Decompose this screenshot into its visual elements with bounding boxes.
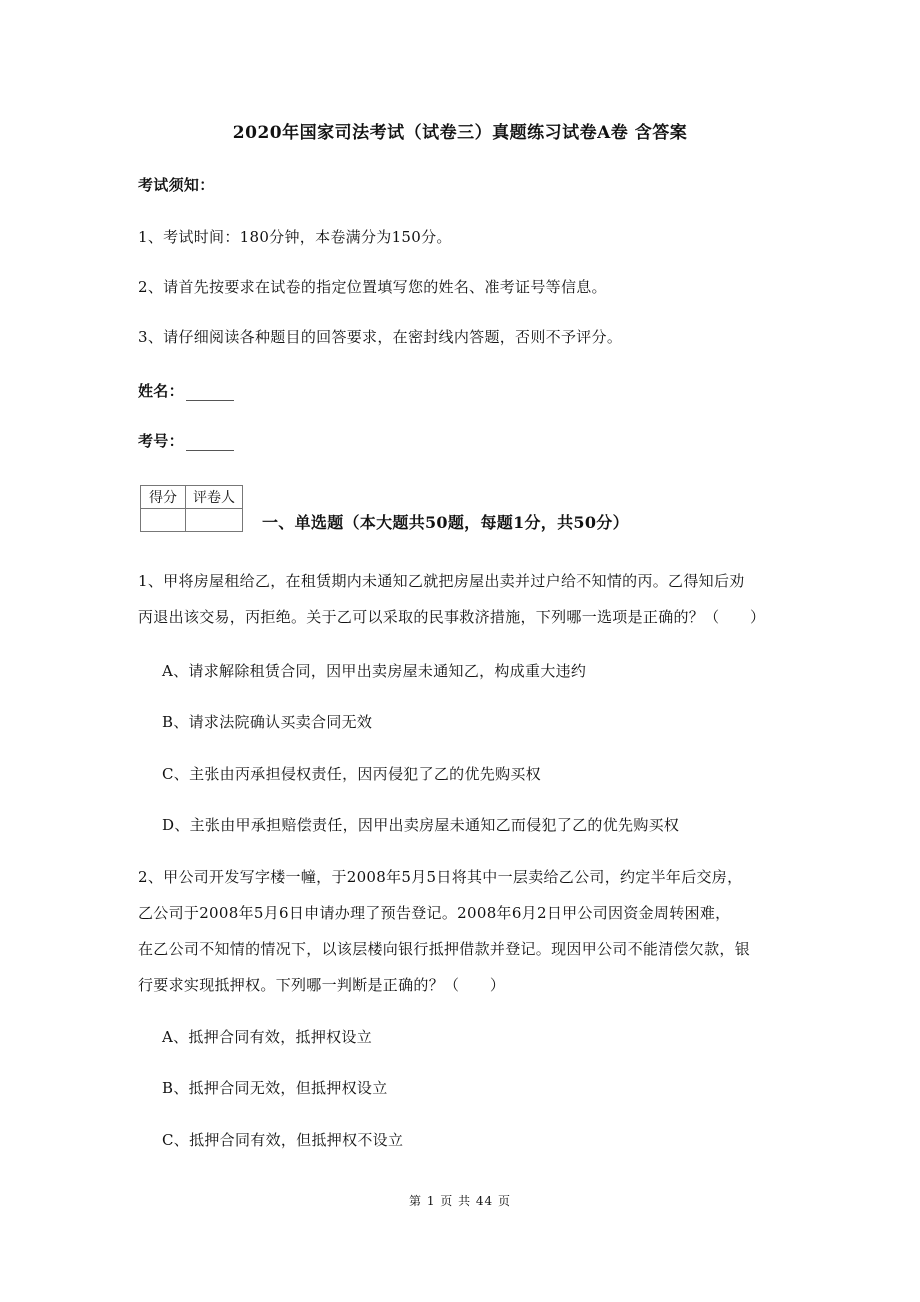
notice-item: 3、请仔细阅读各种题目的回答要求，在密封线内答题，否则不予评分。 — [138, 328, 623, 346]
notice-item: 2、请首先按要求在试卷的指定位置填写您的姓名、准考证号等信息。 — [138, 278, 607, 296]
score-cell[interactable] — [141, 509, 186, 532]
exam-number-field — [138, 430, 234, 451]
question-line: 1、甲将房屋租给乙，在租赁期内未通知乙就把房屋出卖并过户给不知情的丙。乙得知后劝 — [138, 572, 745, 590]
exam-number-label: 考号： — [138, 432, 184, 450]
answer-option[interactable]: B、抵押合同无效，但抵押权设立 — [162, 1079, 388, 1097]
name-field — [138, 380, 234, 401]
answer-option[interactable]: B、请求法院确认买卖合同无效 — [162, 713, 373, 731]
question-line: 丙退出该交易，丙拒绝。关于乙可以采取的民事救济措施，下列哪一选项是正确的？（ ） — [138, 608, 766, 626]
question-line: 2、甲公司开发写字楼一幢，于2008年5月5日将其中一层卖给乙公司，约定半年后交房， — [138, 868, 743, 886]
question-line: 行要求实现抵押权。下列哪一判断是正确的？（ ） — [138, 976, 506, 994]
answer-option[interactable]: A、抵押合同有效，抵押权设立 — [162, 1028, 373, 1046]
name-label: 姓名： — [138, 382, 184, 400]
question-line: 在乙公司不知情的情况下，以该层楼向银行抵押借款并登记。现因甲公司不能清偿欠款，银 — [138, 940, 751, 958]
score-header: 得分 — [141, 486, 186, 509]
page-footer: 第 1 页 共 44 页 — [409, 1194, 511, 1208]
section-title: 一、单选题（本大题共50题，每题1分，共50分） — [262, 513, 629, 532]
notice-heading: 考试须知： — [138, 176, 215, 194]
answer-option[interactable]: C、主张由丙承担侵权责任，因丙侵犯了乙的优先购买权 — [162, 765, 541, 783]
notice-item: 1、考试时间：180分钟，本卷满分为150分。 — [138, 228, 452, 246]
question-line: 乙公司于2008年5月6日申请办理了预告登记。2008年6月2日甲公司因资金周转困难， — [138, 904, 731, 922]
grader-cell[interactable] — [186, 509, 243, 532]
exam-number-blank-line[interactable] — [186, 436, 234, 451]
document-title: 2020年国家司法考试（试卷三）真题练习试卷A卷 含答案 — [232, 123, 688, 143]
score-table — [140, 485, 243, 532]
grader-header: 评卷人 — [186, 486, 243, 509]
answer-option[interactable]: A、请求解除租赁合同，因甲出卖房屋未通知乙，构成重大违约 — [162, 662, 587, 680]
answer-option[interactable]: D、主张由甲承担赔偿责任，因甲出卖房屋未通知乙而侵犯了乙的优先购买权 — [162, 816, 680, 834]
name-blank-line[interactable] — [186, 386, 234, 401]
answer-option[interactable]: C、抵押合同有效，但抵押权不设立 — [162, 1131, 404, 1149]
